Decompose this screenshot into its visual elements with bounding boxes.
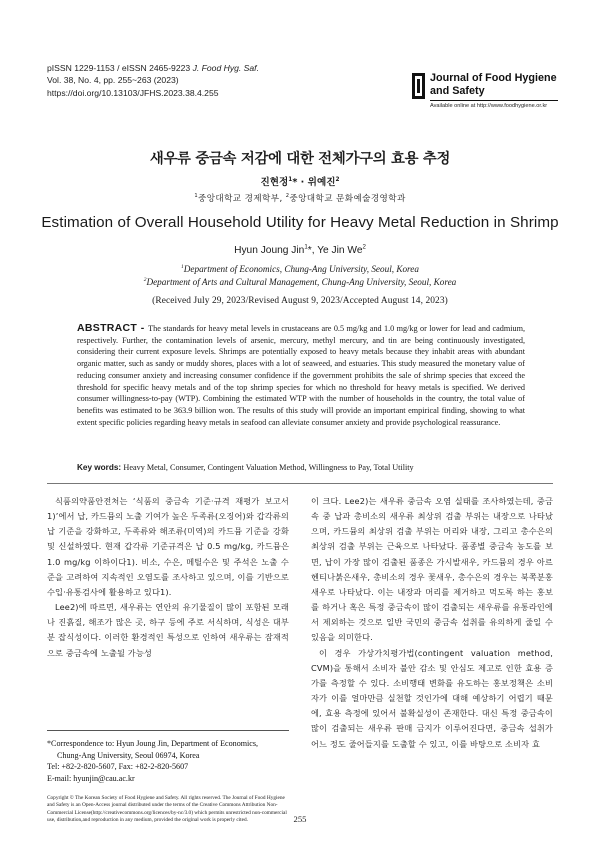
english-authors xyxy=(0,245,600,256)
body-paragraph: 이 크다. Lee2)는 새우류 중금속 오염 실태를 조사하였는데, 중금속 중 납과 총비소의 새우류 최상위 검출 부위는 내장으로 나타났으며, 카드뮴의 최상위 검출 부위는 머리와 내장, 그리고 총수은의 최상위 검출 부위는 근육으로 나타났다. 품종별 중금속 농도를 보면, 납이 가장 많이 검출된 품종은 가시발새우, 카드뮴의 경우 아르헨티나붉은새우, 총비소의 경우 꽃새우, 총수은의 경우는 북쪽분홍새우로 나타났다. 이는 내장과 머리를 제거하고 먹도록 하는 홍보를 하거나 혹은 특정 중금속이 많이 검출되는 새우류를 유통라인에서 제외하는 것으로 일반 국민의 중금속 섭취를 유의하게 줄일 수 있음을 의미한다. xyxy=(311,496,553,643)
english-affiliation-2: Department of Arts and Cultural Management, Chung-Ang University, Seoul, Korea xyxy=(146,277,457,287)
section-divider xyxy=(47,483,553,484)
author-separator: , xyxy=(311,245,318,256)
keywords-label: Key words: xyxy=(77,463,124,472)
korean-affiliation-2: 중앙대학교 문화예술경영학과 xyxy=(289,194,406,204)
english-affiliation-1: Department of Economics, Chung-Ang University, Seoul, Korea xyxy=(183,264,419,274)
author-sup: 1 xyxy=(304,243,308,251)
english-affiliation-1-line xyxy=(0,264,600,274)
journal-title-line1: Journal of Food Hygiene xyxy=(430,72,557,84)
correspondence-line: Tel: +82-2-820-5607, Fax: +82-2-820-5607 xyxy=(47,762,189,772)
copyright-notice: Copyright © The Korean Society of Food Hygiene and Safety. All rights reserved. The Journal of Food Hygiene and Safety is an Open-Access journal distributed under the terms of the Creative Commons Attribution Non-Commercial License(http://creativecommons.org/licences/by-nc/3.0) which permits unrestricted non-commercial use, distribution,and reproduction in any medium, provided the original work is properly cited. xyxy=(47,795,287,824)
abstract-text: The standards for heavy metal levels in crustaceans are 0.5 mg/kg and 1.0 mg/kg or lower for lead and cadmium, respectively. Further, the contamination levels of arsenic, mercury, methyl mercury, and tin are being continuously investigated, considering their current exposure levels. Shrimps are potentially exposed to heavy metals because they inhabit areas with abundant organic matter, such as sandy or muddy shores, places with a lot of seaweed, and estuaries. This study measured the monetary value of reducing consumer anxiety and increasing consumer confidence if the government prohibits the sale of shrimp species that exceed the threshold for specific heavy metals and of the top shrimp species for which no threshold for heavy metals is specified. We derived consumer willingness-to-pay (WTP). Combining the estimated WTP with the number of households in the country, the total value of benefits was estimated to be 363.9 billion won. The results of this study will provide an important empirical finding, showing to what extent specific policies regarding heavy metals in seafood can alleviate consumer anxiety and provide psychological reassurance. xyxy=(77,324,525,427)
english-author-1: Hyun Joung Jin xyxy=(234,245,305,256)
body-left-column xyxy=(47,494,289,661)
korean-author-2: 위예진 xyxy=(307,177,336,188)
english-affiliation-2-line xyxy=(0,277,600,287)
correspondence xyxy=(47,738,289,784)
journal-abbrev: J. Food Hyg. Saf. xyxy=(192,63,259,73)
corresponding-star: * xyxy=(292,177,298,188)
keywords xyxy=(77,463,525,472)
body-right-column xyxy=(311,494,553,752)
page-number: 255 xyxy=(293,814,307,824)
aff-sup: 2 xyxy=(285,193,290,200)
correspondence-line: *Correspondence to: Hyun Joung Jin, Department of Economics, xyxy=(47,739,259,748)
aff-sup: 2 xyxy=(143,276,147,283)
correspondence-line: Chung-Ang University, Seoul 06974, Korea xyxy=(57,750,200,760)
keywords-text: Heavy Metal, Consumer, Contingent Valuation Method, Willingness to Pay, Total Utility xyxy=(123,463,414,472)
issn-line: pISSN 1229-1153 / eISSN 2465-9223 J. Food Hyg. Saf. xyxy=(47,63,259,73)
received-dates: (Received July 29, 2023/Revised August 9, 2023/Accepted August 14, 2023) xyxy=(152,296,448,306)
journal-title-line2: and Safety xyxy=(430,85,485,97)
journal-title xyxy=(430,72,557,98)
aff-sup: 1 xyxy=(181,263,184,270)
volume-line: Vol. 38, No. 4, pp. 255~263 (2023) xyxy=(47,75,179,86)
body-paragraph: Lee2)에 따르면, 새우류는 연안의 유기물질이 많이 포함된 모래나 진흙질, 해조가 많은 곳, 하구 등에 주로 서식하며, 식성은 대부분 잡식성이다. 이러한 환경적인 특성으로 인하여 새우류는 잠재적으로 중금속에 노출될 가능성 xyxy=(47,602,289,658)
corresponding-star: * xyxy=(307,245,312,256)
korean-author-1: 진현정 xyxy=(260,177,289,188)
abstract-heading: ABSTRACT - xyxy=(77,322,149,334)
body-paragraph: 이 경우 가상가치평가법(contingent valuation method, CVM)을 통해서 소비자 불안 감소 및 안심도 제고로 인한 효용 증가를 측정할 수 있다. 소비행태 변화를 유도하는 홍보정책은 소비자가 이를 얼마만큼 실천할 것인가에 대해 예상하기 어렵기 때문에, 효용 측정에 있어서 불확실성이 존재한다. 대신 특정 중금속이 많이 검출되는 새우류 판매 금지가 이루어진다면, 중금속 섭취가 어느 정도 줄어들지를 도출할 수 있고, 이를 바탕으로 소비자 효 xyxy=(311,647,553,749)
korean-title: 새우류 중금속 저감에 대한 전체가구의 효용 추정 xyxy=(149,151,451,167)
author-sup: 1 xyxy=(288,176,293,183)
korean-affiliation-1: 중앙대학교 경제학부, xyxy=(198,194,286,204)
correspondence-email[interactable]: E-mail: hyunjin@cau.ac.kr xyxy=(47,773,135,783)
footnote-rule xyxy=(47,730,289,731)
body-paragraph: 식품의약품안전처는 ‘식품의 중금속 기준·규격 재평가 보고서1)’에서 납, 카드뮴의 노출 기여가 높은 두족류(오징어)와 갑각류의 납 기준을 강화하고, 두족류와 해조류(미역)의 카드뮴 기준을 강화 및 신설하였다. 현재 갑각류 기준규격은 납 0.5 mg/kg, 카드뮴은 1.0 mg/kg 이하이다1). 비소, 수은, 메틸수은 및 주석은 노출 수준을 고려하여 지속적인 오염도를 조사하고 있으며, 이를 기반으로 수입·유통검사에 활용하고 있다1). xyxy=(47,496,289,597)
author-sup: 2 xyxy=(335,176,340,183)
author-separator: · xyxy=(297,177,308,188)
aff-sup: 1 xyxy=(194,193,198,200)
korean-affiliations xyxy=(0,192,600,204)
doi-link[interactable]: https://doi.org/10.13103/JFHS.2023.38.4.255 xyxy=(47,87,219,98)
journal-logo-icon xyxy=(412,73,425,99)
available-online-link[interactable]: Available online at http://www.foodhygiene.or.kr xyxy=(430,103,548,109)
abstract xyxy=(77,323,525,428)
korean-authors xyxy=(0,174,600,188)
author-sup: 2 xyxy=(362,243,366,251)
journal-citation xyxy=(47,62,259,99)
english-title: Estimation of Overall Household Utility for Heavy Metal Reduction in Shrimp xyxy=(41,214,559,231)
english-author-2: Ye Jin We xyxy=(317,245,363,256)
journal-title-rule xyxy=(430,100,558,101)
